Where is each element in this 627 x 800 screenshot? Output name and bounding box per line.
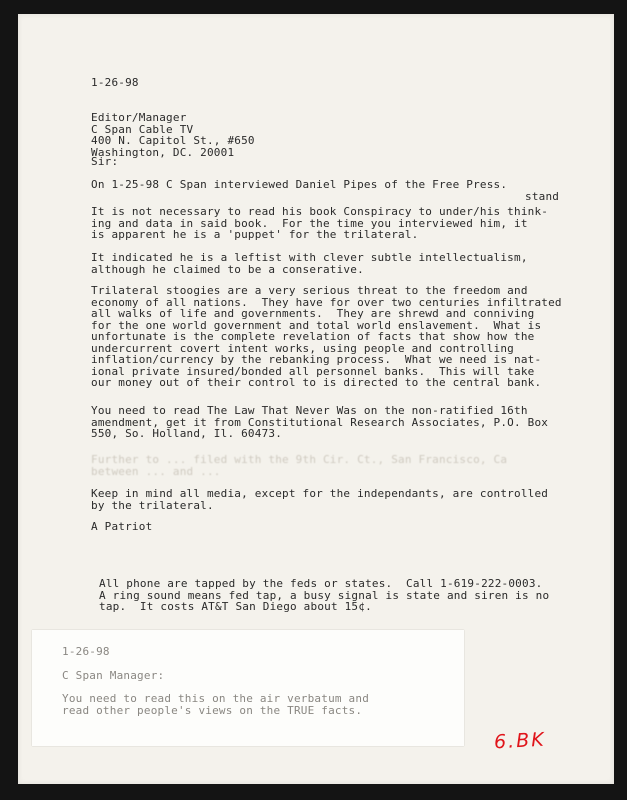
handwritten-insert: stand — [525, 190, 560, 203]
paragraph-4: Trilateral stoogies are a very serious threat to the freedom and economy of all nations. They have for over two centuries infiltrated all walks of life and governments. They are shrewd and conniving for the one world government and total world enslavement. What is unfortunate is the complete revelation of facts that show how the undercurrent covert intent works, using people and controlling inflation/currency by the rebanking process. What we need is nat- ional private insured/bonded all personnel banks. This will take our money out of their control to is directed to the central bank. — [91, 284, 562, 389]
paragraph-5: You need to read The Law That Never Was on the non-ratified 16th amendment, get it from Constitutional Research Associates, P.O. Box 550, So. Holland, Il. 60473. — [91, 404, 549, 440]
faded-text: Further to ... filed with the 9th Cir. Ct., San Francisco, Ca between ... and ... — [91, 453, 508, 478]
note-greeting: C Span Manager: — [62, 669, 165, 682]
letter-date: 1-26-98 — [91, 76, 139, 89]
letter-page — [18, 14, 614, 784]
recipient-address: Editor/Manager C Span Cable TV 400 N. Capitol St., #650 Washington, DC. 20001 — [91, 111, 255, 159]
paragraph-1: On 1-25-98 C Span interviewed Daniel Pipes of the Free Press. — [91, 178, 508, 191]
paragraph-3: It indicated he is a leftist with clever subtle intellectualism, although he claimed to be a conserative. — [91, 251, 528, 276]
signature: A Patriot — [91, 520, 153, 533]
note-date: 1-26-98 — [62, 645, 110, 658]
note-body: You need to read this on the air verbatum and read other people's views on the TRUE facts. — [62, 692, 370, 717]
paragraph-2: It is not necessary to read his book Conspiracy to under/his think- ing and data in said book. For the time you interviewed him, it is apparent he is a 'puppet' for the trilateral. — [91, 205, 549, 241]
paragraph-7: All phone are tapped by the feds or states. Call 1-619-222-0003. A ring sound means fed tap, a busy signal is state and siren is no tap. It costs AT&T San Diego about 15¢. — [99, 577, 550, 613]
attached-note — [32, 630, 464, 746]
handwritten-mark: 6.BK — [493, 728, 547, 754]
salutation: Sir: — [91, 155, 119, 168]
paragraph-6: Keep in mind all media, except for the independants, are controlled by the trilateral. — [91, 487, 549, 512]
